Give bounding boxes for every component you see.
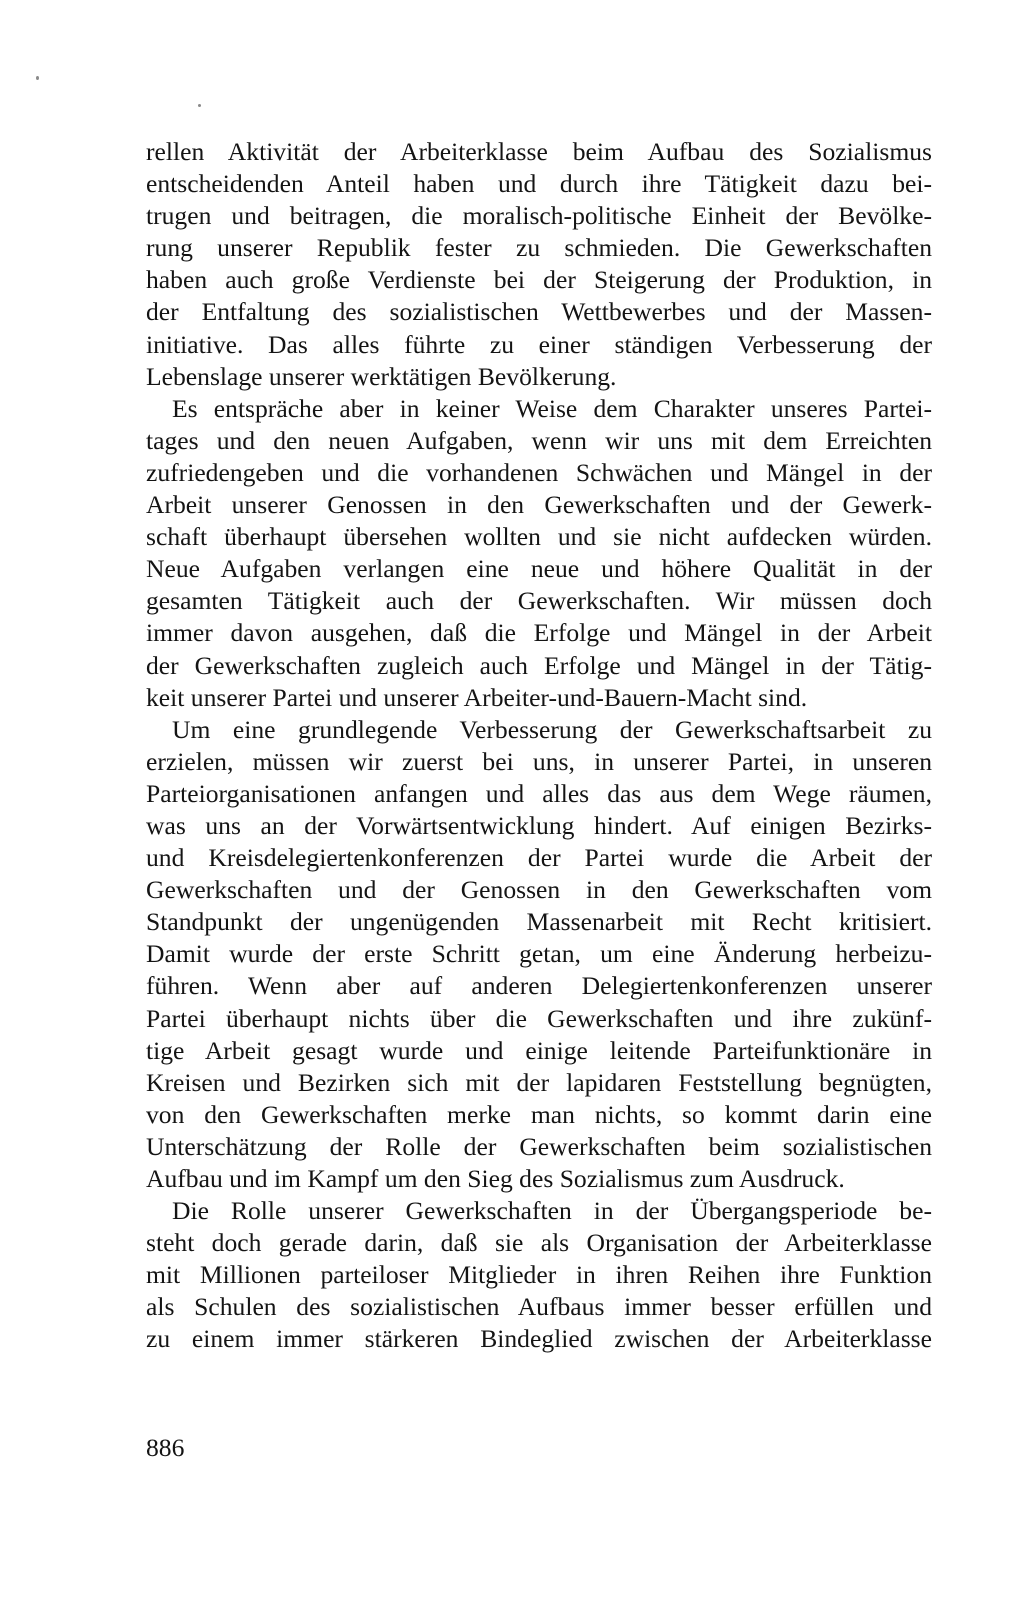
text-line: trugen und beitragen, die moralisch-politische Einheit der Bevölke- (146, 201, 932, 231)
text-line: Arbeit unserer Genossen in den Gewerkschaften und der Gewerk- (146, 490, 932, 520)
text-line: tige Arbeit gesagt wurde und einige leitende Parteifunktionäre in (146, 1035, 932, 1065)
text-line: haben auch große Verdienste bei der Steigerung der Produktion, in (146, 265, 932, 295)
text-line: Lebenslage unserer werktätigen Bevölkerung. (146, 361, 617, 391)
text-line: führen. Wenn aber auf anderen Delegiertenkonferenzen unserer (146, 971, 932, 1001)
text-line: zufriedengeben und die vorhandenen Schwächen und Mängel in der (146, 457, 932, 487)
text-line: Gewerkschaften und der Genossen in den Gewerkschaften vom (146, 875, 932, 905)
text-line: der Entfaltung des sozialistischen Wettbewerbes und der Massen- (146, 297, 932, 327)
text-line: zu einem immer stärkeren Bindeglied zwischen der Arbeiterklasse (146, 1324, 932, 1354)
text-line: Parteiorganisationen anfangen und alles das aus dem Wege räumen, (146, 778, 932, 808)
text-line: was uns an der Vorwärtsentwicklung hindert. Auf einigen Bezirks- (146, 810, 932, 840)
text-line: von den Gewerkschaften merke man nichts, so kommt darin eine (146, 1099, 932, 1129)
text-line: Aufbau und im Kampf um den Sieg des Sozialismus zum Ausdruck. (146, 1164, 845, 1193)
text-line: gesamten Tätigkeit auch der Gewerkschaften. Wir müssen doch (146, 586, 932, 616)
text-line: Um eine grundlegende Verbesserung der Gewerkschaftsarbeit zu (172, 714, 932, 744)
paragraph (146, 714, 932, 1195)
text-line: Kreisen und Bezirken sich mit der lapidaren Feststellung begnügten, (146, 1067, 932, 1097)
text-line: rellen Aktivität der Arbeiterklasse beim Aufbau des Sozialismus (146, 137, 932, 166)
text-line: Es entspräche aber in keiner Weise dem Charakter unseres Partei- (172, 393, 932, 423)
text-line: initiative. Das alles führte zu einer ständigen Verbesserung der (146, 329, 932, 359)
text-line: entscheidenden Anteil haben und durch ihre Tätigkeit dazu bei- (146, 169, 932, 199)
text-line: rung unserer Republik fester zu schmieden. Die Gewerkschaften (146, 233, 932, 263)
text-line: Damit wurde der erste Schritt getan, um eine Änderung herbeizu- (146, 939, 932, 969)
paragraph (146, 393, 932, 714)
page-number: 886 (146, 1433, 185, 1462)
text-line: Neue Aufgaben verlangen eine neue und höhere Qualität in der (146, 554, 932, 584)
text-line: und Kreisdelegiertenkonferenzen der Partei wurde die Arbeit der (146, 843, 932, 873)
text-line: erzielen, müssen wir zuerst bei uns, in unserer Partei, in unseren (146, 746, 932, 776)
text-line: immer davon ausgehen, daß die Erfolge und Mängel in der Arbeit (146, 618, 932, 648)
page-text-block (146, 136, 932, 1356)
text-line: Partei überhaupt nichts über die Gewerkschaften und ihre zukünf- (146, 1003, 932, 1033)
text-line: Standpunkt der ungenügenden Massenarbeit mit Recht kritisiert. (146, 907, 932, 937)
scan-speck (198, 104, 201, 107)
scan-speck (36, 76, 39, 80)
text-line: mit Millionen parteiloser Mitglieder in ihren Reihen ihre Funktion (146, 1260, 932, 1290)
paragraph (146, 136, 932, 393)
text-line: schaft überhaupt übersehen wollten und sie nicht aufdecken würden. (146, 522, 932, 552)
text-line: Die Rolle unserer Gewerkschaften in der Übergangsperiode be- (172, 1196, 932, 1226)
paragraph (146, 1195, 932, 1355)
text-line: tages und den neuen Aufgaben, wenn wir uns mit dem Erreichten (146, 425, 932, 455)
text-line: steht doch gerade darin, daß sie als Organisation der Arbeiterklasse (146, 1228, 932, 1258)
text-line: als Schulen des sozialistischen Aufbaus immer besser erfüllen und (146, 1292, 932, 1322)
text-line: Unterschätzung der Rolle der Gewerkschaften beim sozialistischen (146, 1131, 932, 1161)
text-line: keit unserer Partei und unserer Arbeiter-und-Bauern-Macht sind. (146, 682, 808, 712)
text-line: der Gewerkschaften zugleich auch Erfolge und Mängel in der Tätig- (146, 650, 932, 680)
